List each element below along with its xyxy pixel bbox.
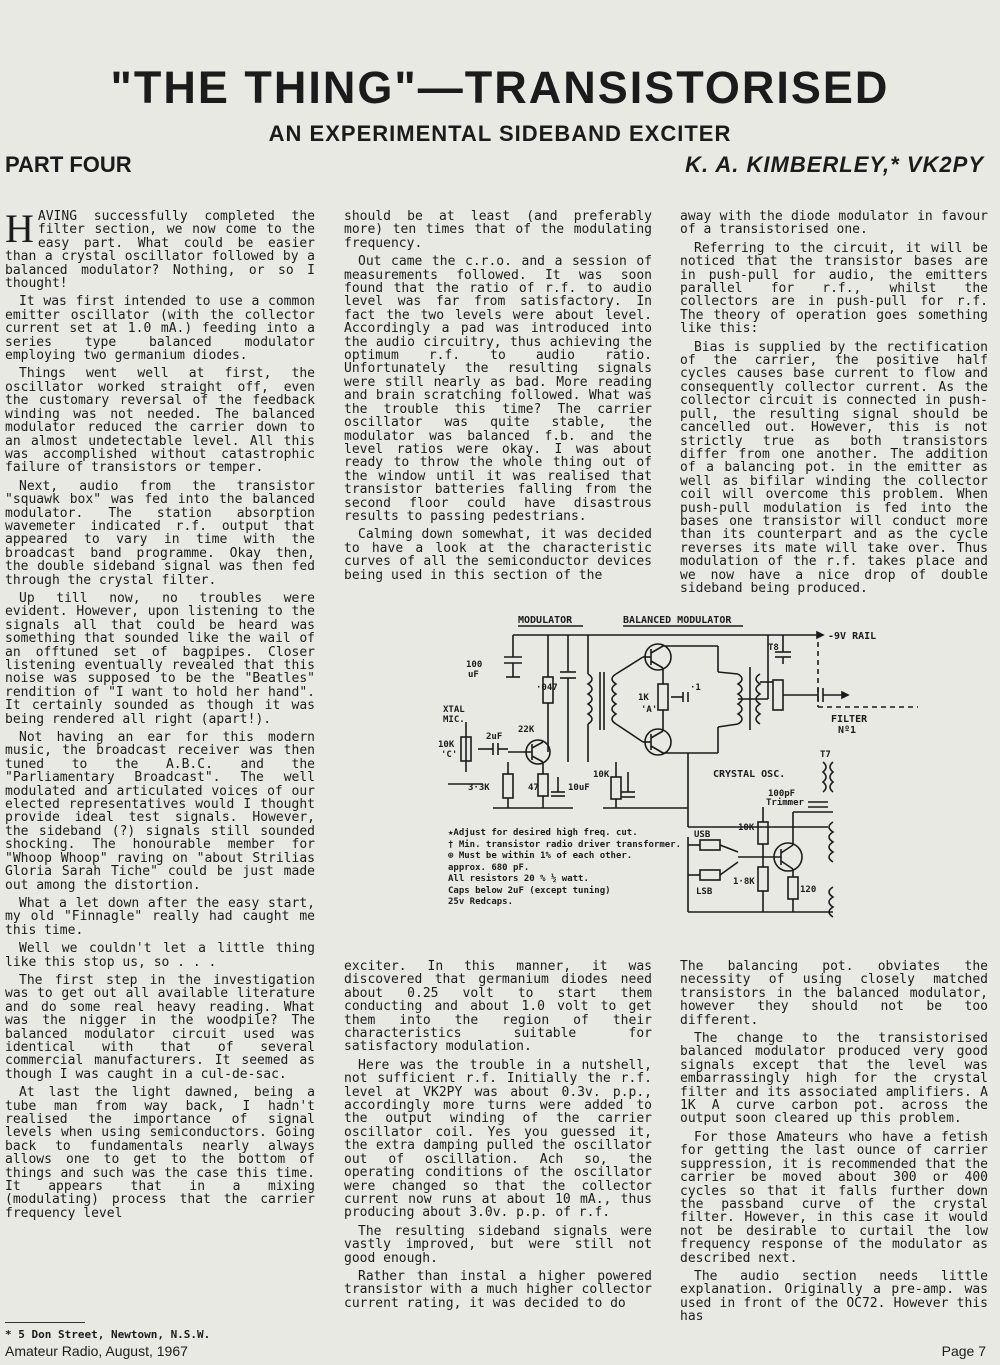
footer-page-number: Page 7 xyxy=(941,1343,986,1359)
note: Caps below 2uF (except tuning) xyxy=(448,885,611,896)
label-crystal-osc: CRYSTAL OSC. xyxy=(713,769,786,780)
label-047: ·047 xyxy=(536,683,558,693)
paragraph: The balancing pot. obviates the necessity of using closely matched transistors in the balanced modulator, however they should not be too different. xyxy=(680,959,988,1028)
label-t8: T8 xyxy=(768,643,779,653)
label-120: 120 xyxy=(800,885,817,895)
label-2uf: 2uF xyxy=(486,732,503,742)
label-trimmer: Trimmer xyxy=(766,798,804,808)
paragraph: HAVING successfully completed the filter section, we now come to the easy part. What could be easier than a crystal oscillator followed by a balanced modulator? Nothing, or so I thought! xyxy=(5,206,315,292)
label-10k-c: 10K xyxy=(438,740,455,750)
label-22k: 22K xyxy=(518,725,535,735)
paragraph: It was first intended to use a common emitter oscillator (with the collector current set at 1.0 mA.) feeding into a series type balanced modulator employing two germanium diodes. xyxy=(5,294,315,364)
note: † Min. transistor radio driver transformer. xyxy=(448,839,681,850)
note: 25v Redcaps. xyxy=(448,897,514,907)
label-10k-osc: 10K xyxy=(738,823,755,833)
note: ⊕ Must be within 1% of each other. xyxy=(448,851,633,861)
paragraph: should be at least (and preferably more) ten times that of the modulating frequency. xyxy=(344,209,652,251)
paragraph: Well we couldn't let a little thing like this stop us, so . . . xyxy=(5,941,315,970)
label-18k: 1·8K xyxy=(733,877,755,887)
column-3-top xyxy=(680,210,988,610)
label-modulator: MODULATOR xyxy=(518,615,573,626)
paragraph: At last the light dawned, being a tube man from way back, I hadn't realised the importance of signal levels when using semiconductors. Going back to fundamentals nearly always allows one to get to the bottom of things and such was the case this time. It appears that in a mixing (modulating) process that the carrier frequency level xyxy=(5,1085,315,1221)
label-1k: 1K xyxy=(638,693,649,703)
drop-cap: H xyxy=(5,206,34,251)
label-10k: 10K xyxy=(593,770,610,780)
paragraph: Next, audio from the transistor "squawk box" was fed into the balanced modulator. The station absorption wavemeter indicated r.f. output that appeared to vary in time with the broadcast band programme. Okay then, the double sideband signal was then fed through the crystal filter. xyxy=(5,478,315,588)
paragraph: What a let down after the easy start, my old "Finnagle" really had caught me this time. xyxy=(5,895,315,938)
paragraph: Not having an ear for this modern music, the broadcast receiver was then tuned to the A.B.C. and the "Parliamentary Broadcast". The well modulated and articulated voices of our elected representatives would I thought provide ideal test signals. However, the sideband (?) signals still sounded shocking. The honourable member for "Whoop Whoop" raving on "about Strilias Gloria Sarah Tiche" could be just made out among the distortion. xyxy=(5,730,315,893)
label-lsb: LSB xyxy=(696,887,713,897)
label-c: 'C' xyxy=(441,750,458,760)
label-rail: -9V RAIL xyxy=(828,631,877,642)
author-byline: K. A. KIMBERLEY,* VK2PY xyxy=(685,152,984,177)
label-xtal: XTAL xyxy=(443,705,465,715)
paragraph: away with the diode modulator in favour of a transistorised one. xyxy=(680,209,988,238)
paragraph: The first step in the investigation was to get out all available literature and do some real heavy reading. What was the nigger in the woodpile? The balanced modulator circuit used was identical with that of several commercial manufacturers. It seemed as though I was caught in a cul-de-sac. xyxy=(5,972,315,1082)
paragraph: Here was the trouble in a nutshell, not sufficient r.f. Initially the r.f. level at VK2PY was about 0.3v. p.p., accordingly more turns were added to the output winding of the carrier oscillator coil. Yes you guessed it, the extra damping pulled the oscillator out of oscillation. Ach so, the operating conditions of the oscillator were changed so that the collector current now runs at about 10 mA., thus producing about 3.0v. p.p. of r.f. xyxy=(344,1057,652,1221)
label-t7: T7 xyxy=(820,750,831,760)
paragraph: Rather than instal a higher powered transistor with a much higher collector current rating, it was decided to do xyxy=(344,1268,652,1311)
paragraph: The resulting sideband signals were vastly improved, but were still not good enough. xyxy=(344,1223,652,1266)
paragraph: The audio section needs little explanation. Originally a pre-amp. was used in front of the OC72. However this has xyxy=(680,1268,988,1325)
label-01: ·1 xyxy=(690,683,701,693)
column-3-bottom xyxy=(680,959,988,1325)
footer-publication: Amateur Radio, August, 1967 xyxy=(5,1343,188,1359)
column-2-top xyxy=(344,210,652,602)
label-uf: uF xyxy=(468,670,479,680)
part-label: PART FOUR xyxy=(5,152,132,177)
paragraph: Calming down somewhat, it was decided to have a look at the characteristic curves of all the semiconductor devices being used in this section of the xyxy=(344,527,652,583)
label-a: 'A' xyxy=(641,705,658,715)
label-no1: Nº1 xyxy=(838,725,857,736)
label-balanced-modulator: BALANCED MODULATOR xyxy=(623,615,732,626)
column-2-bottom xyxy=(344,960,652,1315)
label-100pf: 100pF xyxy=(768,789,796,799)
label-33k: 3·3K xyxy=(468,783,490,793)
label-filter: FILTER xyxy=(831,714,868,725)
paragraph: exciter. In this manner, it was discovered that germanium diodes need about 0.25 volt to start them conducting and about 1.0 volt to get them into the region of their characteristics suitable for satisfactory modulation. xyxy=(344,959,652,1055)
label-100: 100 xyxy=(466,660,483,670)
label-mic: MIC. xyxy=(443,715,465,725)
article-title: "THE THING"—TRANSISTORISED xyxy=(110,62,890,113)
footnote: * 5 Don Street, Newtown, N.S.W. xyxy=(5,1328,211,1341)
article-subtitle: AN EXPERIMENTAL SIDEBAND EXCITER xyxy=(268,121,732,146)
paragraph: Out came the c.r.o. and a session of measurements followed. It was soon found that the ratio of r.f. to audio level was far from satisfactory. In fact the two levels were about level. Accordingly a pad was introduced into the audio circuitry, thus achieving the optimum r.f. to audio ratio. Unfortunately the resulting signals were still nearly as bad. More reading and brain scratching followed. What was the trouble this time? The carrier oscillator was quite stable, the modulator was balanced f.b. and the level ratios were okay. I was about ready to throw the whole thing out of the window until it was realised that transistor batteries falling from the second floor could have disastrous results to passing pedestrians. xyxy=(344,254,652,524)
schematic-notes xyxy=(448,828,688,909)
paragraph: For those Amateurs who have a fetish for getting the last ounce of carrier suppression, it is recommended that the carrier be moved about 300 or 400 cycles so that it falls further down the passband curve of the crystal filter. However, in this case it would not be desirable to curtail the low frequency response of the modulator as described next. xyxy=(680,1129,988,1266)
note: approx. 680 pF. xyxy=(448,862,530,873)
paragraph: The change to the transistorised balanced modulator produced very good signals except that the level was embarrassingly high for the crystal filter and its associated amplifiers. A 1K A curve carbon pot. across the output soon cleared up this problem. xyxy=(680,1031,988,1127)
paragraph: Things went well at first, the oscillator worked straight off, even the customary reversal of the feedback winding was not needed. The balanced modulator reduced the carrier down to an almost undetectable level. All this was accomplished without catastrophic failure of transistors or temper. xyxy=(5,366,315,476)
paragraph: Up till now, no troubles were evident. However, upon listening to the signals all that could be heard was something that sounded like the wail of an offtuned set of bagpipes. Closer listening eventually revealed that this noise was supposed to be the "Beatles" rendition of "I want to hold her hand". It certainly sounded as though it was being rendered all right (apart!). xyxy=(5,590,315,727)
footnote-rule xyxy=(5,1322,85,1323)
label-usb: USB xyxy=(694,830,711,840)
paragraph: Bias is supplied by the rectification of the carrier, the positive half cycles causes base current to flow and consequently collector current. As the collector circuit is connected in push-pull, the resulting signal should be cancelled out. However, this is not strictly true as both transistors differ from one another. The addition of a balancing pot. in the emitter as well as bifilar winding the collector coil will overcome this problem. When push-pull modulation is fed into the bases one transistor will conduct more than its counterpart and as the cycle reverses its mate will take over. Thus modulation of the r.f. takes place and we now have a nice drop of double sideband being produced. xyxy=(680,339,988,596)
note: All resistors 20 % ½ watt. xyxy=(448,874,589,884)
label-47: 47 xyxy=(528,783,539,793)
column-1 xyxy=(5,206,315,1312)
paragraph: Referring to the circuit, it will be noticed that the transistor bases are in push-pull for audio, the emitters parallel for r.f., whilst the collectors are in push-pull for r.f. The theory of operation goes something like this: xyxy=(680,240,988,337)
note: ★Adjust for desired high freq. cut. xyxy=(448,828,638,838)
label-10uf: 10uF xyxy=(568,783,590,793)
